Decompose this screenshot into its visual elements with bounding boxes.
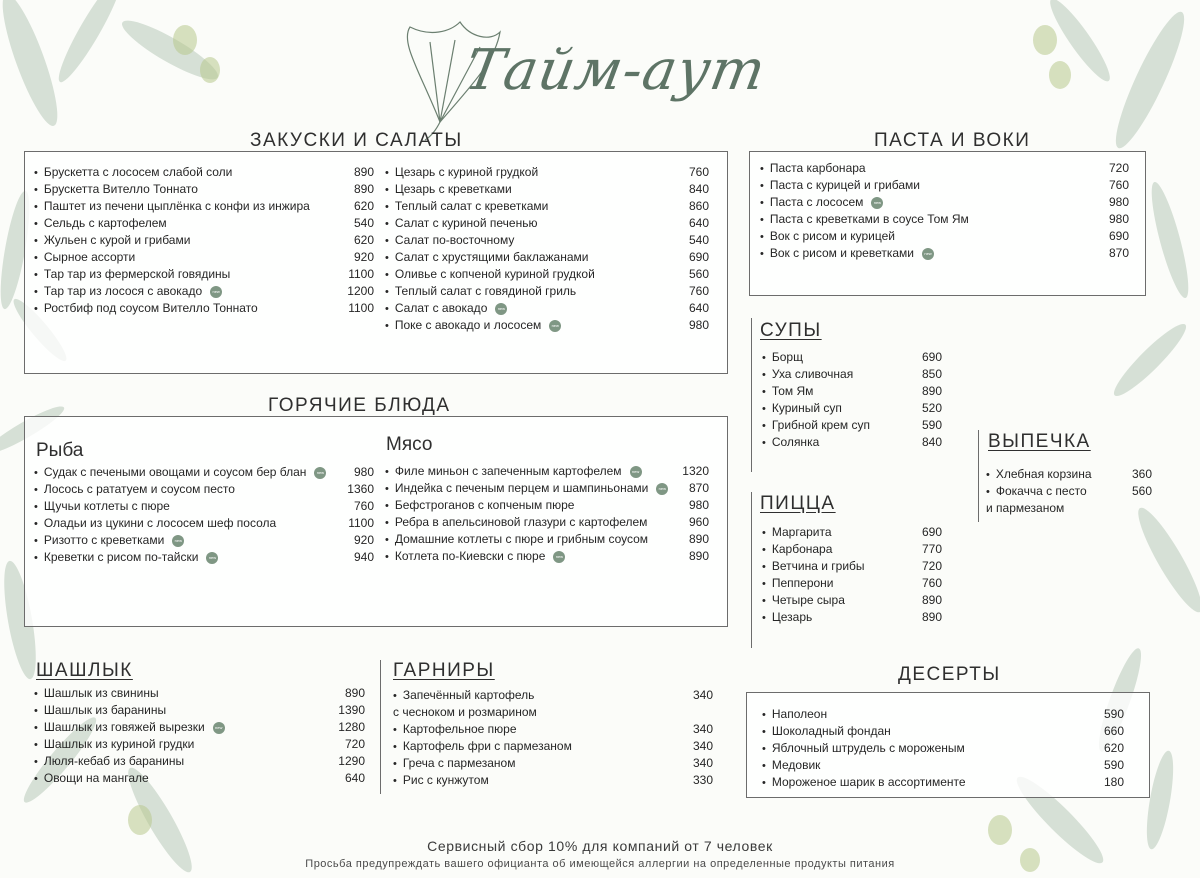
menu-item: [34, 736, 365, 753]
bakery-divider: [978, 430, 979, 522]
menu-item: [34, 753, 365, 770]
menu-item-price: 980: [1108, 212, 1129, 226]
section-title-hot: ГОРЯЧИЕ БЛЮДА: [268, 395, 451, 416]
menu-item-price: 540: [353, 216, 374, 230]
new-badge-icon: new: [210, 286, 222, 298]
restaurant-logo-text: Тайм-аут: [460, 38, 771, 103]
menu-item-name: • Люля-кебаб из баранины: [34, 753, 184, 771]
menu-item-price: 960: [688, 515, 709, 529]
menu-item-price: 870: [1108, 246, 1129, 260]
menu-item-name: • Том Ям: [762, 383, 813, 401]
menu-item-name: • Филе миньон с запеченным картофелем new: [385, 463, 642, 481]
menu-item: [762, 524, 942, 541]
menu-item-price: 890: [688, 532, 709, 546]
menu-item-name: • Шоколадный фондан: [762, 723, 891, 741]
menu-item: [385, 463, 709, 480]
menu-item-name: • Сырное ассорти: [34, 249, 135, 267]
menu-item-name: • Картофельное пюре: [393, 721, 517, 739]
allergy-note: Просьба предупреждать вашего официанта об имеющейся аллергии на определенные продукты питания: [305, 858, 895, 870]
menu-item-name: • Фокачча с песто: [986, 483, 1087, 501]
menu-item-name: • Овощи на мангале: [34, 770, 149, 788]
menu-item-name: • Паста карбонара: [760, 160, 866, 178]
menu-item-name: • Рис с кунжутом: [393, 772, 489, 790]
menu-item-price: 620: [353, 199, 374, 213]
new-badge-icon: new: [213, 722, 225, 734]
menu-item-price: 720: [344, 737, 365, 751]
garnish-divider: [380, 660, 381, 794]
menu-item-price: 850: [921, 367, 942, 381]
menu-item-price: 690: [1108, 229, 1129, 243]
menu-item: [385, 283, 709, 300]
menu-item: [393, 721, 713, 738]
menu-item: [393, 738, 713, 755]
menu-item: [34, 515, 374, 532]
menu-item: [34, 283, 374, 300]
menu-item-price: 1320: [682, 464, 709, 478]
menu-item: [986, 500, 1152, 517]
menu-item-name: • Брускетта с лососем слабой соли: [34, 164, 232, 182]
menu-item-price: 560: [1131, 484, 1152, 498]
menu-item-name: • Борщ: [762, 349, 803, 367]
shashlik-list: [34, 685, 365, 787]
menu-item-price: 330: [692, 773, 713, 787]
menu-item-name: • Лосось с рататуем и соусом песто: [34, 481, 235, 499]
new-badge-icon: new: [549, 320, 561, 332]
menu-item: [385, 164, 709, 181]
menu-item-price: 340: [692, 722, 713, 736]
menu-item-name: • Маргарита: [762, 524, 832, 542]
menu-item-name: • Тар тар из фермерской говядины: [34, 266, 230, 284]
menu-item-price: 920: [353, 250, 374, 264]
desserts-list: [762, 706, 1124, 791]
menu-item-price: 690: [921, 525, 942, 539]
menu-item-price: 340: [692, 756, 713, 770]
menu-item-price: 620: [353, 233, 374, 247]
menu-item-name: • Салат по-восточному: [385, 232, 514, 250]
menu-item: [762, 723, 1124, 740]
garnish-list: [393, 687, 713, 789]
pasta-list: [760, 160, 1129, 262]
menu-item-price: 1290: [338, 754, 365, 768]
menu-item-price: 1200: [347, 284, 374, 298]
menu-item-name: • Паста с лососем new: [760, 194, 883, 212]
menu-item-name: • Котлета по-Киевски с пюре new: [385, 548, 565, 566]
menu-item-price: 560: [688, 267, 709, 281]
menu-item: [34, 685, 365, 702]
menu-item-price: 180: [1103, 775, 1124, 789]
menu-item-name: • Поке с авокадо и лососем new: [385, 317, 561, 335]
menu-item-name: • Ребра в апельсиновой глазури с картофелем: [385, 514, 647, 532]
menu-item: [385, 266, 709, 283]
menu-item-name: • Картофель фри с пармезаном: [393, 738, 572, 756]
section-title-garnish: ГАРНИРЫ: [393, 660, 495, 681]
menu-item-price: 590: [1103, 707, 1124, 721]
menu-item-price: 640: [688, 216, 709, 230]
section-title-starters: ЗАКУСКИ И САЛАТЫ: [250, 130, 463, 151]
bakery-list: [986, 466, 1152, 517]
new-badge-icon: new: [314, 467, 326, 479]
menu-item: [760, 177, 1129, 194]
menu-item-price: 890: [921, 593, 942, 607]
menu-item-price: 760: [921, 576, 942, 590]
menu-item: [760, 245, 1129, 262]
menu-item: [762, 349, 942, 366]
menu-item-price: 1280: [338, 720, 365, 734]
new-badge-icon: new: [206, 552, 218, 564]
menu-item: [762, 541, 942, 558]
menu-item-price: 840: [688, 182, 709, 196]
menu-item: [762, 434, 942, 451]
menu-item-name: • Шашлык из куриной грудки: [34, 736, 194, 754]
menu-item-name: • Запечённый картофель: [393, 687, 534, 705]
menu-item-price: 640: [344, 771, 365, 785]
menu-item-price: 640: [688, 301, 709, 315]
menu-item-price: 770: [921, 542, 942, 556]
menu-item-name: • Щучьи котлеты с пюре: [34, 498, 170, 516]
subtitle-meat: Мясо: [386, 434, 433, 455]
menu-item-name: и пармезаном: [986, 501, 1065, 515]
menu-item: [34, 300, 374, 317]
soups-list: [762, 349, 942, 451]
menu-item-name: • Сельдь с картофелем: [34, 215, 167, 233]
menu-item-price: 690: [921, 350, 942, 364]
menu-item-name: • Солянка: [762, 434, 819, 452]
section-title-pizza: ПИЦЦА: [760, 493, 836, 514]
menu-item-name: • Медовик: [762, 757, 820, 775]
menu-item-name: • Мороженое шарик в ассортименте: [762, 774, 966, 792]
menu-item: [760, 160, 1129, 177]
menu-item: [762, 757, 1124, 774]
menu-item: [393, 704, 713, 721]
menu-item-name: • Наполеон: [762, 706, 827, 724]
menu-item: [34, 215, 374, 232]
menu-item-price: 890: [353, 165, 374, 179]
menu-item-name: • Хлебная корзина: [986, 466, 1092, 484]
menu-item-name: • Оливье с копченой куриной грудкой: [385, 266, 595, 284]
menu-item: [762, 774, 1124, 791]
menu-item-name: • Паштет из печени цыплёнка с конфи из инжира: [34, 198, 310, 216]
menu-item: [34, 770, 365, 787]
new-badge-icon: new: [871, 197, 883, 209]
menu-item: [393, 772, 713, 789]
menu-item-price: 620: [1103, 741, 1124, 755]
menu-item-name: • Цезарь: [762, 609, 812, 627]
menu-item-name: • Цезарь с куриной грудкой: [385, 164, 538, 182]
menu-item-price: 720: [921, 559, 942, 573]
menu-item-name: • Ростбиф под соусом Вителло Тоннато: [34, 300, 258, 318]
meat-list: [385, 463, 709, 565]
menu-item-name: • Шашлык из свинины: [34, 685, 159, 703]
section-title-soups: СУПЫ: [760, 320, 822, 341]
menu-item-name: • Креветки с рисом по-тайски new: [34, 549, 218, 567]
menu-item-name: • Тар тар из лосося с авокадо new: [34, 283, 222, 301]
menu-item-name: • Уха сливочная: [762, 366, 853, 384]
menu-item-price: 340: [692, 739, 713, 753]
menu-item-price: 760: [353, 499, 374, 513]
menu-item-price: 760: [688, 165, 709, 179]
menu-item: [986, 483, 1152, 500]
menu-item-price: 980: [1108, 195, 1129, 209]
menu-item: [34, 198, 374, 215]
menu-item-price: 890: [344, 686, 365, 700]
menu-item-name: • Индейка с печеным перцем и шампиньонами new: [385, 480, 668, 498]
menu-item-price: 870: [688, 481, 709, 495]
menu-item: [385, 181, 709, 198]
menu-item: [34, 549, 374, 566]
section-title-pasta: ПАСТА И ВОКИ: [874, 130, 1031, 151]
menu-item-price: 720: [1108, 161, 1129, 175]
menu-item: [385, 300, 709, 317]
menu-item: [34, 266, 374, 283]
menu-item: [34, 481, 374, 498]
menu-item-price: 920: [353, 533, 374, 547]
menu-item: [34, 164, 374, 181]
menu-item: [762, 417, 942, 434]
menu-item: [34, 232, 374, 249]
menu-item-name: • Грибной крем суп: [762, 417, 870, 435]
menu-item-name: • Салат с хрустящими баклажанами: [385, 249, 588, 267]
menu-item-price: 860: [688, 199, 709, 213]
menu-item-name: с чесноком и розмарином: [393, 705, 537, 719]
menu-item-name: • Оладьи из цукини с лососем шеф посола: [34, 515, 276, 533]
menu-item-price: 660: [1103, 724, 1124, 738]
menu-item-price: 1100: [348, 301, 374, 315]
menu-item-price: 980: [688, 498, 709, 512]
service-charge-note: Сервисный сбор 10% для компаний от 7 человек: [427, 838, 773, 854]
menu-item-price: 360: [1131, 467, 1152, 481]
menu-item: [760, 228, 1129, 245]
menu-item-name: • Вок с рисом и креветками new: [760, 245, 934, 263]
menu-item: [385, 198, 709, 215]
menu-item-name: • Паста с креветками в соусе Том Ям: [760, 211, 969, 229]
menu-item-name: • Четыре сыра: [762, 592, 845, 610]
new-badge-icon: new: [172, 535, 184, 547]
menu-item: [385, 548, 709, 565]
menu-item-price: 690: [688, 250, 709, 264]
menu-item-price: 890: [353, 182, 374, 196]
menu-item: [393, 687, 713, 704]
menu-item-name: • Ветчина и грибы: [762, 558, 865, 576]
menu-item: [762, 400, 942, 417]
menu-item-price: 980: [353, 465, 374, 479]
menu-item: [385, 249, 709, 266]
menu-item-price: 760: [688, 284, 709, 298]
menu-item-price: 890: [688, 549, 709, 563]
menu-item-name: • Теплый салат с говядиной гриль: [385, 283, 576, 301]
menu-item: [385, 215, 709, 232]
menu-item: [385, 480, 709, 497]
starters-list-left: [34, 164, 374, 317]
menu-item: [762, 740, 1124, 757]
section-title-shashlik: ШАШЛЫК: [36, 660, 133, 681]
menu-item-price: 760: [1108, 178, 1129, 192]
menu-item: [986, 466, 1152, 483]
menu-item: [385, 497, 709, 514]
menu-item: [762, 592, 942, 609]
menu-item: [34, 249, 374, 266]
section-title-desserts: ДЕСЕРТЫ: [898, 664, 1001, 685]
subtitle-fish: Рыба: [36, 440, 84, 461]
new-badge-icon: new: [630, 466, 642, 478]
menu-item-price: 840: [921, 435, 942, 449]
menu-item: [760, 211, 1129, 228]
menu-item: [34, 181, 374, 198]
new-badge-icon: new: [656, 483, 668, 495]
menu-item-name: • Домашние котлеты с пюре и грибным соусом: [385, 531, 648, 549]
new-badge-icon: new: [553, 551, 565, 563]
menu-item-name: • Шашлык из говяжей вырезки new: [34, 719, 225, 737]
menu-item: [385, 514, 709, 531]
pizza-list: [762, 524, 942, 626]
menu-item: [762, 558, 942, 575]
menu-item-name: • Судак с печеными овощами и соусом бер блан new: [34, 464, 326, 482]
menu-item-price: 980: [688, 318, 709, 332]
menu-item-name: • Вок с рисом и курицей: [760, 228, 895, 246]
section-title-bakery: ВЫПЕЧКА: [988, 431, 1091, 452]
menu-item: [393, 755, 713, 772]
menu-item: [762, 366, 942, 383]
menu-item: [760, 194, 1129, 211]
menu-item: [762, 706, 1124, 723]
menu-item-price: 1100: [348, 267, 374, 281]
menu-item: [385, 531, 709, 548]
menu-item-price: 890: [921, 610, 942, 624]
menu-item-name: • Греча с пармезаном: [393, 755, 515, 773]
menu-item: [385, 232, 709, 249]
menu-item: [762, 609, 942, 626]
menu-item: [34, 498, 374, 515]
menu-item-name: • Пепперони: [762, 575, 834, 593]
menu-item-price: 1390: [338, 703, 365, 717]
menu-item-price: 590: [921, 418, 942, 432]
pizza-divider: [751, 492, 752, 648]
menu-item: [34, 702, 365, 719]
menu-item-name: • Цезарь с креветками: [385, 181, 512, 199]
new-badge-icon: new: [495, 303, 507, 315]
new-badge-icon: new: [922, 248, 934, 260]
menu-item-name: • Карбонара: [762, 541, 832, 559]
menu-item: [385, 317, 709, 334]
menu-item-price: 940: [353, 550, 374, 564]
menu-item: [762, 383, 942, 400]
menu-item-price: 590: [1103, 758, 1124, 772]
menu-item-name: • Жульен с курой и грибами: [34, 232, 190, 250]
menu-item: [34, 464, 374, 481]
menu-item-name: • Ризотто с креветками new: [34, 532, 184, 550]
menu-item-name: • Яблочный штрудель с мороженым: [762, 740, 965, 758]
menu-item-price: 520: [921, 401, 942, 415]
starters-list-right: [385, 164, 709, 334]
menu-item-price: 1100: [348, 516, 374, 530]
menu-item-price: 340: [692, 688, 713, 702]
menu-item: [34, 719, 365, 736]
menu-item-name: • Куриный суп: [762, 400, 842, 418]
menu-item-name: • Шашлык из баранины: [34, 702, 166, 720]
menu-item-name: • Паста с курицей и грибами: [760, 177, 920, 195]
menu-item-name: • Брускетта Вителло Тоннато: [34, 181, 198, 199]
soups-divider: [751, 318, 752, 472]
fish-list: [34, 464, 374, 566]
menu-item-name: • Бефстроганов с копченым пюре: [385, 497, 574, 515]
menu-item: [34, 532, 374, 549]
menu-item-price: 1360: [347, 482, 374, 496]
menu-item-name: • Салат с авокадо new: [385, 300, 507, 318]
menu-item-price: 890: [921, 384, 942, 398]
menu-item: [762, 575, 942, 592]
menu-item-price: 540: [688, 233, 709, 247]
menu-item-name: • Теплый салат с креветками: [385, 198, 548, 216]
menu-item-name: • Салат с куриной печенью: [385, 215, 537, 233]
